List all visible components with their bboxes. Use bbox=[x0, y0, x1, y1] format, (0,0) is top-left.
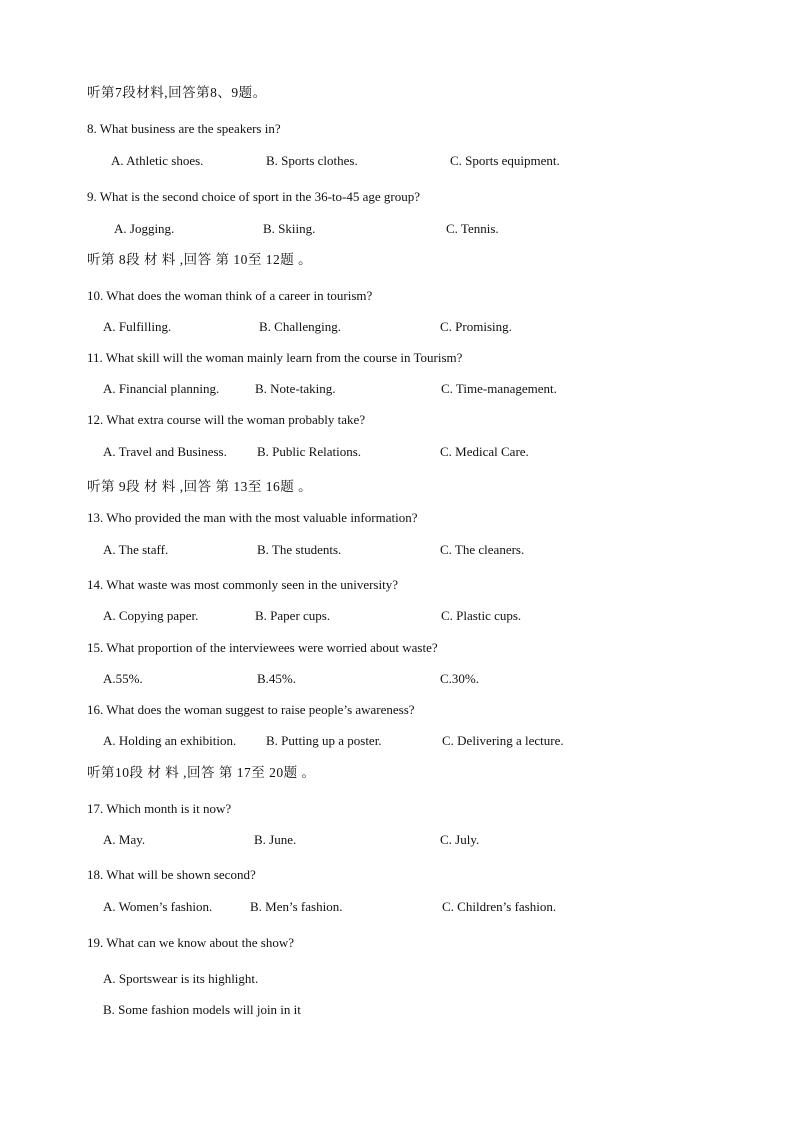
q17-option-a: A. May. bbox=[103, 832, 146, 847]
q14-option-a: A. Copying paper. bbox=[103, 608, 199, 623]
q13-option-b: B. The students. bbox=[257, 542, 342, 557]
question-12: 12. What extra course will the woman probably take? bbox=[87, 412, 366, 427]
q13-option-c: C. The cleaners. bbox=[440, 542, 525, 557]
q16-option-c: C. Delivering a lecture. bbox=[442, 733, 564, 748]
q15-option-c: C.30%. bbox=[440, 671, 479, 686]
question-11: 11. What skill will the woman mainly learn from the course in Tourism? bbox=[87, 350, 463, 365]
q10-option-a: A. Fulfilling. bbox=[103, 319, 172, 334]
q10-option-b: B. Challenging. bbox=[259, 319, 341, 334]
section-heading-9: 听第 9段 材 料 ,回答 第 13至 16题 。 bbox=[87, 479, 313, 494]
q8-option-a: A. Athletic shoes. bbox=[111, 153, 204, 168]
q13-option-a: A. The staff. bbox=[103, 542, 169, 557]
q8-option-c: C. Sports equipment. bbox=[450, 153, 560, 168]
q11-option-a: A. Financial planning. bbox=[103, 381, 220, 396]
q18-option-a: A. Women’s fashion. bbox=[103, 899, 213, 914]
q15-option-b: B.45%. bbox=[257, 671, 296, 686]
q12-option-a: A. Travel and Business. bbox=[103, 444, 227, 459]
q19-option-a: A. Sportswear is its highlight. bbox=[103, 971, 259, 986]
question-19: 19. What can we know about the show? bbox=[87, 935, 294, 950]
q9-option-a: A. Jogging. bbox=[114, 221, 175, 236]
question-10: 10. What does the woman think of a career in tourism? bbox=[87, 288, 373, 303]
question-13: 13. Who provided the man with the most valuable information? bbox=[87, 510, 418, 525]
question-17: 17. Which month is it now? bbox=[87, 801, 232, 816]
q11-option-b: B. Note-taking. bbox=[255, 381, 336, 396]
section-heading-8: 听第 8段 材 料 ,回答 第 10至 12题 。 bbox=[87, 252, 313, 267]
section-heading-10: 听第10段 材 料 ,回答 第 17至 20题 。 bbox=[87, 765, 316, 780]
question-16: 16. What does the woman suggest to raise people’s awareness? bbox=[87, 702, 415, 717]
q15-option-a: A.55%. bbox=[103, 671, 143, 686]
q8-option-b: B. Sports clothes. bbox=[266, 153, 358, 168]
q19-option-b: B. Some fashion models will join in it bbox=[103, 1002, 301, 1017]
question-9: 9. What is the second choice of sport in the 36-to-45 age group? bbox=[87, 189, 420, 204]
question-8: 8. What business are the speakers in? bbox=[87, 121, 281, 136]
section-heading-7: 听第7段材料,回答第8、9题。 bbox=[87, 85, 267, 100]
q10-option-c: C. Promising. bbox=[440, 319, 512, 334]
q16-option-b: B. Putting up a poster. bbox=[266, 733, 382, 748]
q18-option-c: C. Children’s fashion. bbox=[442, 899, 557, 914]
q12-option-c: C. Medical Care. bbox=[440, 444, 529, 459]
q9-option-b: B. Skiing. bbox=[263, 221, 316, 236]
question-15: 15. What proportion of the interviewees were worried about waste? bbox=[87, 640, 438, 655]
q17-option-c: C. July. bbox=[440, 832, 480, 847]
question-14: 14. What waste was most commonly seen in the university? bbox=[87, 577, 398, 592]
q11-option-c: C. Time-management. bbox=[441, 381, 557, 396]
q16-option-a: A. Holding an exhibition. bbox=[103, 733, 237, 748]
q14-option-c: C. Plastic cups. bbox=[441, 608, 522, 623]
q12-option-b: B. Public Relations. bbox=[257, 444, 361, 459]
q18-option-b: B. Men’s fashion. bbox=[250, 899, 343, 914]
q14-option-b: B. Paper cups. bbox=[255, 608, 331, 623]
q9-option-c: C. Tennis. bbox=[446, 221, 499, 236]
q17-option-b: B. June. bbox=[254, 832, 297, 847]
question-18: 18. What will be shown second? bbox=[87, 867, 256, 882]
